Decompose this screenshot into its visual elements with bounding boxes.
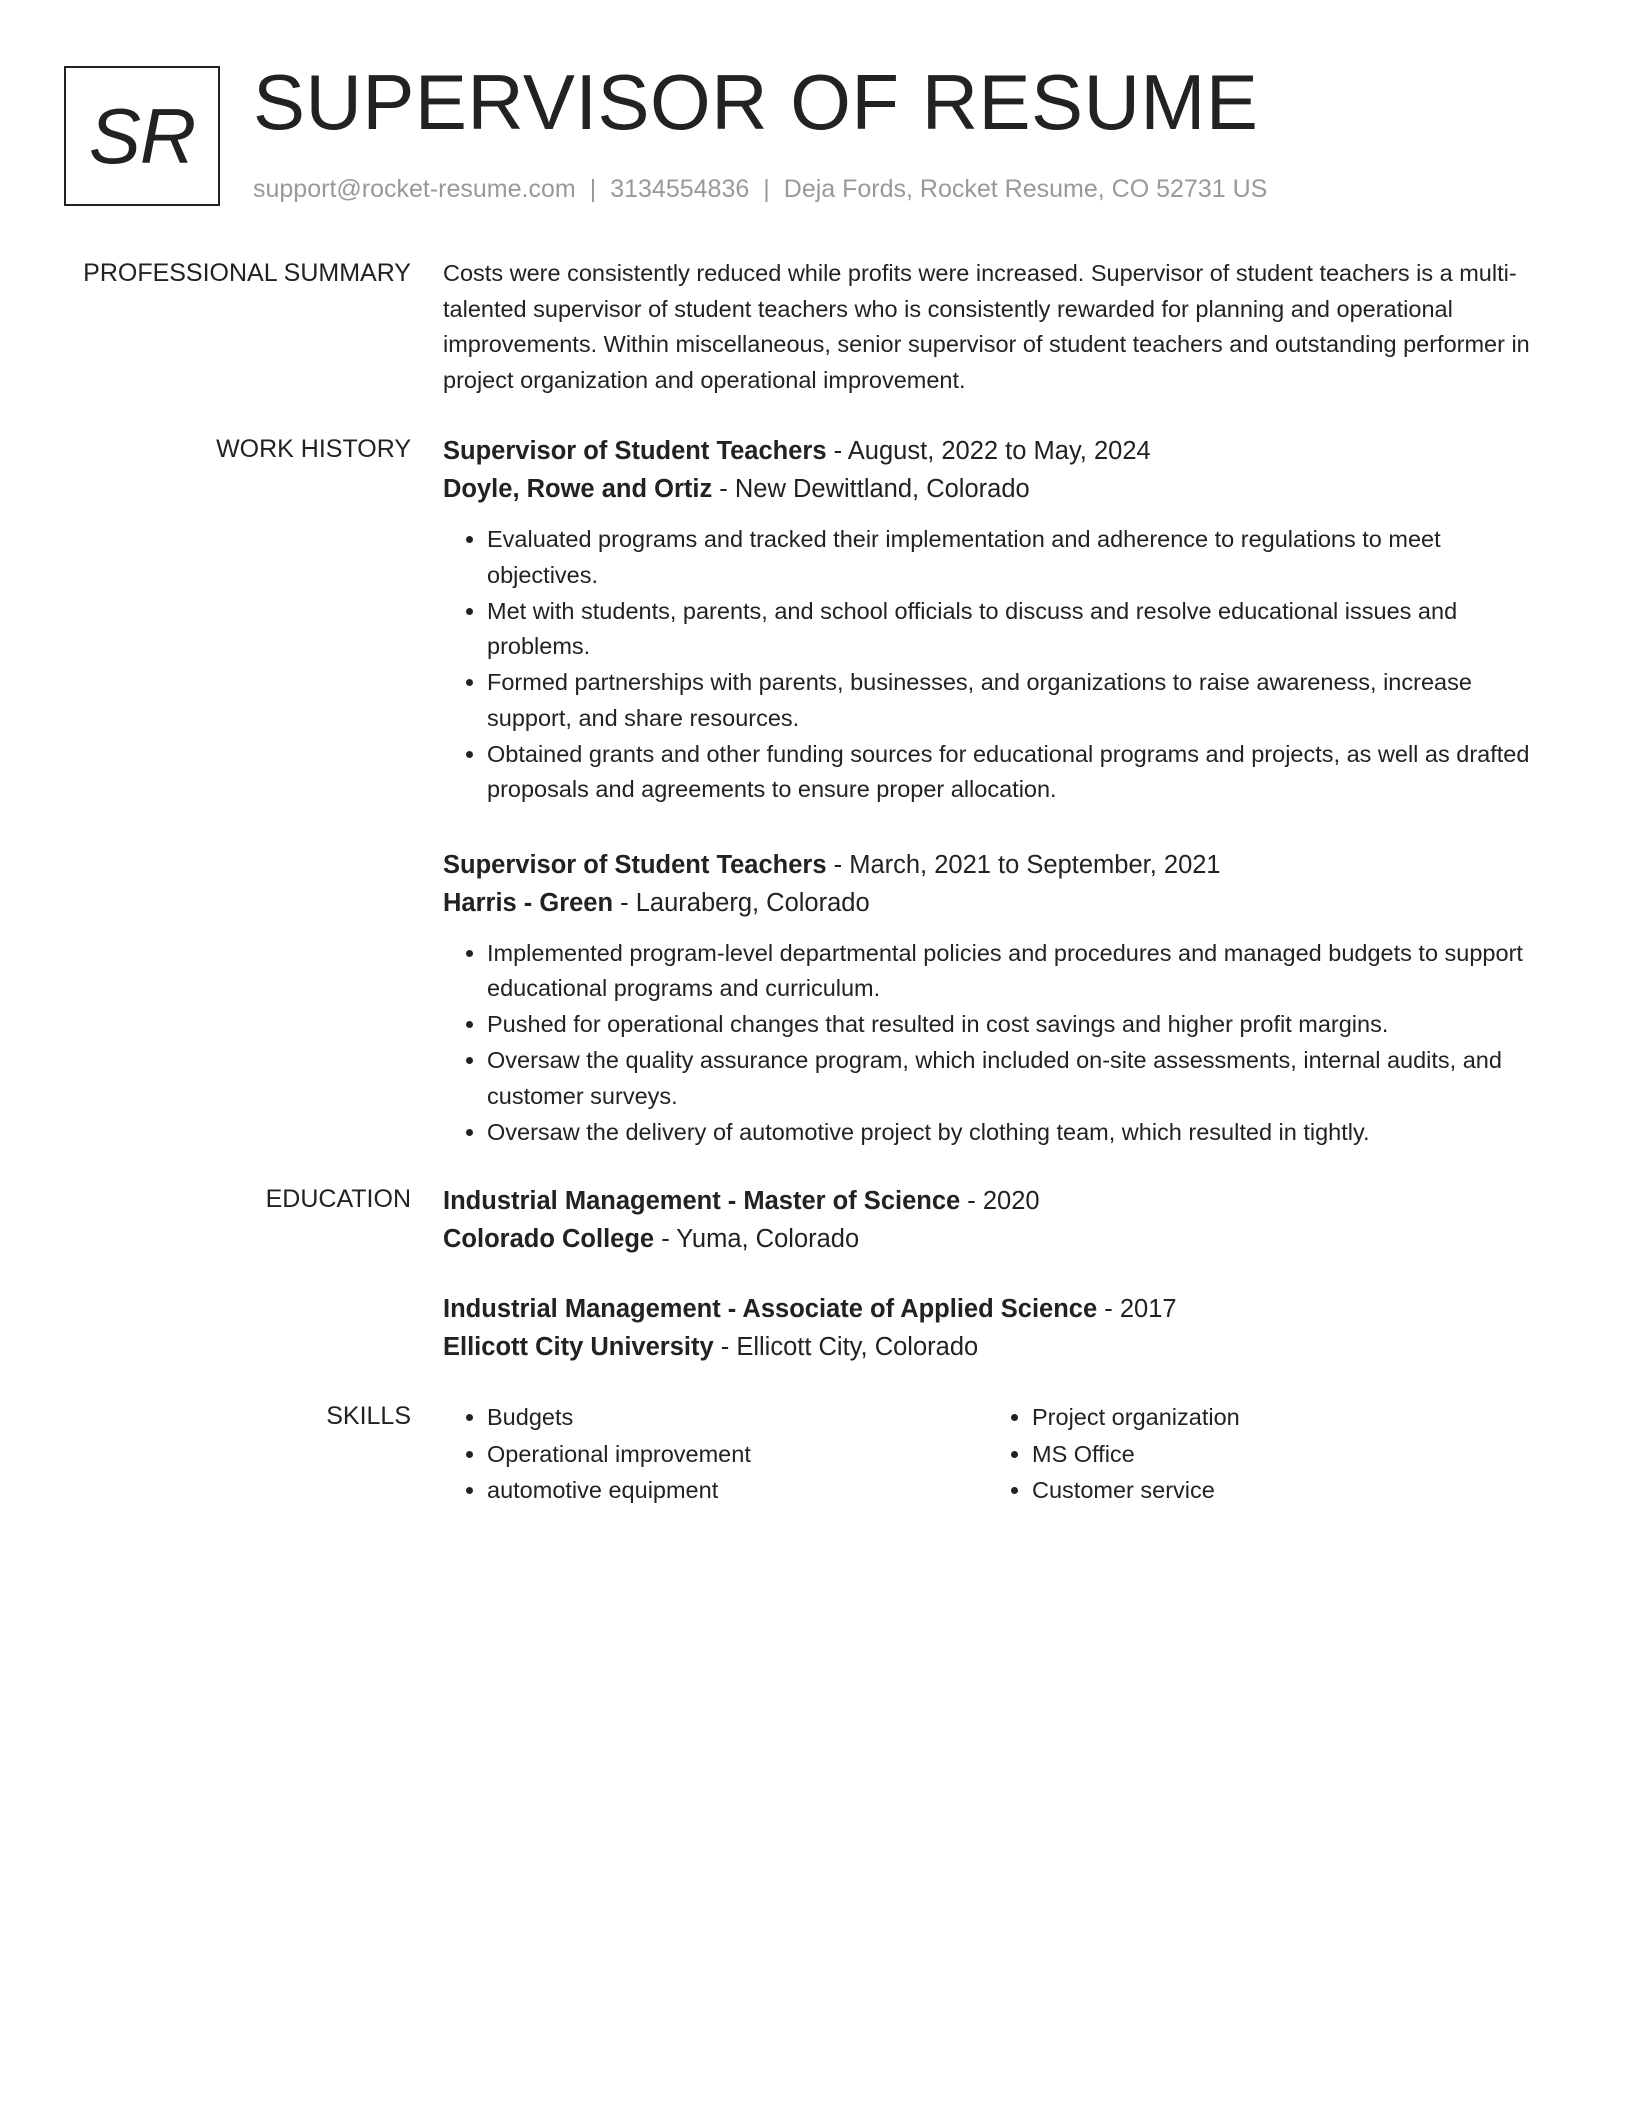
job-bullet: • Evaluated programs and tracked their implementation and adherence to regulations to meet objectives. bbox=[487, 522, 1553, 593]
job-entry bbox=[443, 432, 1553, 808]
education-entry bbox=[443, 1290, 1553, 1366]
skill-item: • Project organization bbox=[1032, 1399, 1533, 1436]
section-label-summary: PROFESSIONAL SUMMARY bbox=[83, 259, 411, 287]
section-label-work-history: WORK HISTORY bbox=[216, 435, 411, 463]
job-dates: - August, 2022 to May, 2024 bbox=[826, 437, 1151, 465]
job-company-line bbox=[443, 884, 1553, 922]
education-school: Ellicott City University bbox=[443, 1333, 714, 1361]
summary-text: Costs were consistently reduced while profits were increased. Supervisor of student teachers is a multi-talented supervisor of student teachers who is consistently rewarded for planning and operational improvements. Within miscellaneous, senior supervisor of student teachers and outstanding performer in project organization and operational improvement. bbox=[443, 260, 1530, 393]
job-bullet: • Oversaw the delivery of automotive project by clothing team, which resulted in tightly. bbox=[487, 1115, 1553, 1151]
resume-name: SUPERVISOR OF RESUME bbox=[253, 58, 1259, 146]
job-company-line bbox=[443, 470, 1553, 508]
work-body bbox=[443, 432, 1553, 1188]
job-bullet: • Met with students, parents, and school officials to discuss and resolve educational issues and problems. bbox=[487, 594, 1553, 665]
skills-body bbox=[443, 1399, 1553, 1509]
skill-item: • Operational improvement bbox=[487, 1436, 988, 1473]
job-location: - Lauraberg, Colorado bbox=[613, 888, 870, 917]
education-year: - 2020 bbox=[960, 1187, 1040, 1215]
job-title-line bbox=[443, 432, 1553, 470]
education-degree: Industrial Management - Master of Science bbox=[443, 1187, 961, 1215]
job-dates: - March, 2021 to September, 2021 bbox=[826, 850, 1221, 879]
monogram-initials: SR bbox=[88, 91, 196, 180]
section-label-education: EDUCATION bbox=[265, 1185, 411, 1213]
contact-line bbox=[253, 172, 1267, 206]
job-bullet: • Pushed for operational changes that resulted in cost savings and higher profit margins. bbox=[487, 1007, 1553, 1043]
job-bullet: • Obtained grants and other funding sources for educational programs and projects, as well as drafted proposals and agreements to ensure proper allocation. bbox=[487, 737, 1553, 808]
skill-item: • Budgets bbox=[487, 1399, 988, 1436]
job-bullet: • Implemented program-level departmental policies and procedures and managed budgets to support educational programs and curriculum. bbox=[487, 936, 1553, 1007]
education-school: Colorado College bbox=[443, 1225, 655, 1253]
contact-phone: 3134554836 bbox=[610, 175, 750, 203]
job-bullets bbox=[443, 522, 1553, 808]
job-company: Doyle, Rowe and Ortiz bbox=[443, 475, 713, 503]
education-year: - 2017 bbox=[1097, 1295, 1177, 1323]
summary-body bbox=[443, 256, 1553, 398]
job-entry bbox=[443, 846, 1553, 1151]
skill-item: • automotive equipment bbox=[487, 1472, 988, 1509]
job-bullet: • Formed partnerships with parents, businesses, and organizations to raise awareness, increase support, and share resources. bbox=[487, 665, 1553, 736]
education-location: - Yuma, Colorado bbox=[654, 1225, 860, 1253]
education-school-line bbox=[443, 1220, 1553, 1258]
job-bullets bbox=[443, 936, 1553, 1151]
education-degree-line bbox=[443, 1290, 1553, 1328]
contact-separator: | bbox=[763, 175, 770, 203]
job-location: - New Dewittland, Colorado bbox=[712, 475, 1030, 503]
skills-columns bbox=[443, 1399, 1553, 1509]
education-degree-line bbox=[443, 1182, 1553, 1220]
skills-list-right bbox=[988, 1399, 1533, 1509]
contact-address: Deja Fords, Rocket Resume, CO 52731 US bbox=[783, 175, 1268, 203]
skills-list-left bbox=[443, 1399, 988, 1509]
job-title: Supervisor of Student Teachers bbox=[443, 850, 827, 879]
education-school-line bbox=[443, 1328, 1553, 1366]
job-title: Supervisor of Student Teachers bbox=[443, 437, 827, 465]
monogram-box bbox=[64, 66, 220, 206]
education-location: - Ellicott City, Colorado bbox=[713, 1333, 979, 1361]
skill-item: • MS Office bbox=[1032, 1436, 1533, 1473]
education-degree: Industrial Management - Associate of Applied Science bbox=[443, 1295, 1098, 1323]
job-title-line bbox=[443, 846, 1553, 884]
skill-item: • Customer service bbox=[1032, 1472, 1533, 1509]
education-entry bbox=[443, 1182, 1553, 1258]
contact-separator: | bbox=[589, 175, 597, 203]
section-label-skills: SKILLS bbox=[326, 1402, 411, 1430]
job-bullet: • Oversaw the quality assurance program, which included on-site assessments, internal audits, and customer surveys. bbox=[487, 1043, 1553, 1114]
contact-email: support@rocket-resume.com bbox=[253, 175, 576, 203]
education-body bbox=[443, 1182, 1553, 1398]
job-company: Harris - Green bbox=[443, 888, 614, 917]
